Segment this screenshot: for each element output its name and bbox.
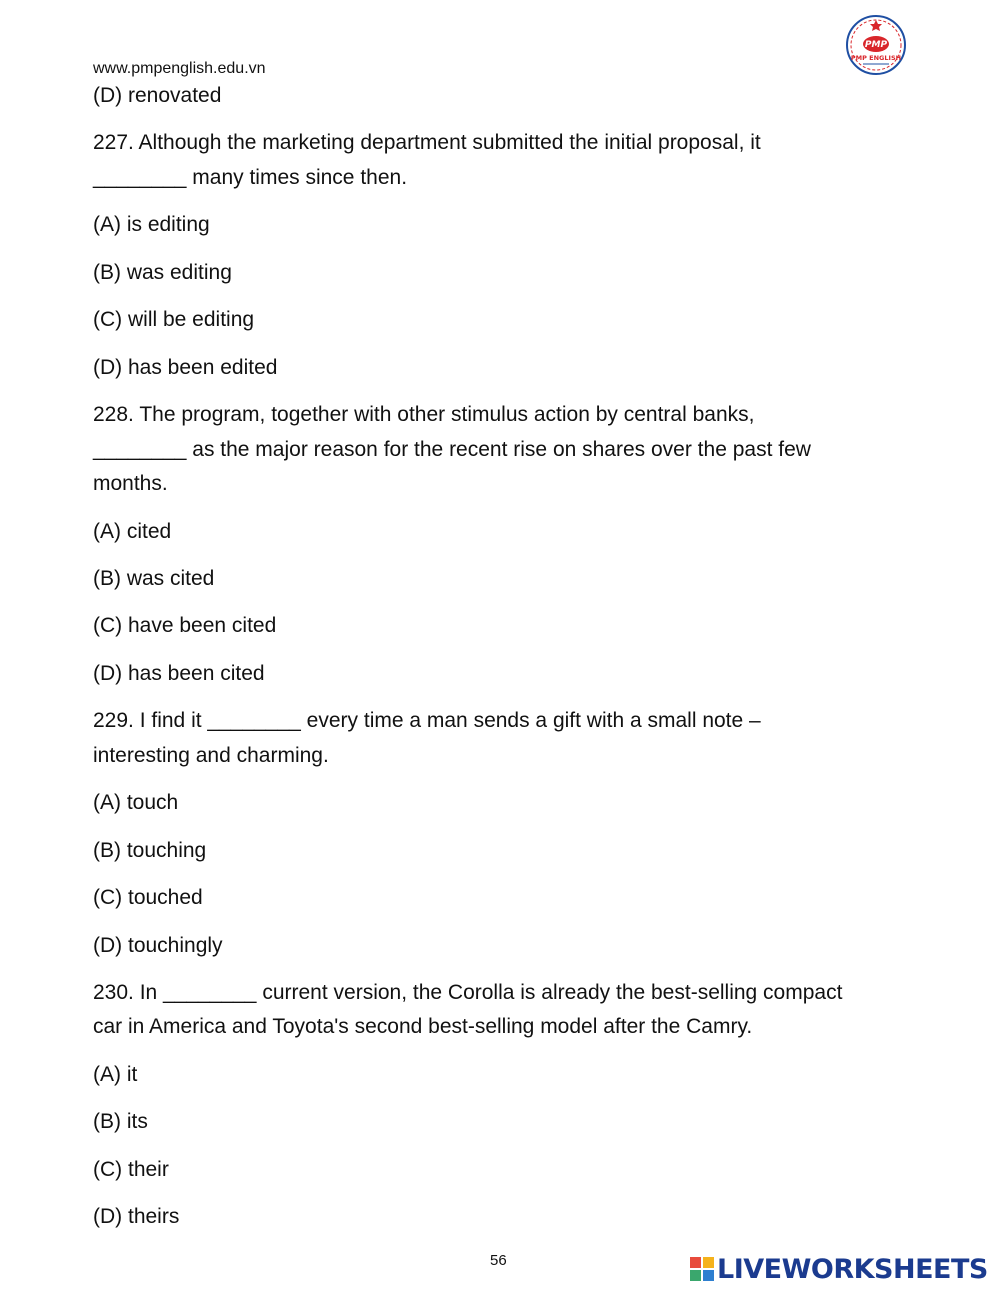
question-229-text: interesting and charming.	[93, 744, 329, 767]
svg-text:PMP ENGLISH: PMP ENGLISH	[850, 54, 902, 62]
answer-option: (B) was editing	[93, 261, 232, 284]
svg-text:PMP: PMP	[864, 40, 888, 50]
question-230-text: car in America and Toyota's second best-selling model after the Camry.	[93, 1015, 753, 1038]
question-229-text: 229. I find it ________ every time a man sends a gift with a small note –	[93, 709, 761, 732]
answer-option: (C) have been cited	[93, 614, 277, 637]
question-227-text: 227. Although the marketing department submitted the initial proposal, it	[93, 131, 761, 154]
answer-option: (D) renovated	[93, 84, 222, 107]
answer-option: (D) has been cited	[93, 662, 265, 685]
answer-option: (C) touched	[93, 886, 203, 909]
liveworksheets-brand[interactable]	[690, 1252, 988, 1286]
question-228-text: ________ as the major reason for the recent rise on shares over the past few	[93, 438, 811, 461]
answer-option: (B) touching	[93, 839, 207, 862]
answer-option: (A) touch	[93, 791, 179, 814]
question-227-text: ________ many times since then.	[93, 166, 408, 189]
answer-option: (C) will be editing	[93, 308, 255, 331]
answer-option: (A) cited	[93, 520, 172, 543]
answer-option: (C) their	[93, 1158, 169, 1181]
answer-option: (D) theirs	[93, 1205, 180, 1228]
answer-option: (A) is editing	[93, 213, 210, 236]
answer-option: (D) has been edited	[93, 356, 278, 379]
page-number: 56	[490, 1252, 507, 1269]
pmp-english-logo	[845, 14, 907, 76]
question-230-text: 230. In ________ current version, the Corolla is already the best-selling compact	[93, 981, 843, 1004]
liveworksheets-icon	[690, 1257, 714, 1281]
question-228-text: 228. The program, together with other stimulus action by central banks,	[93, 403, 755, 426]
answer-option: (A) it	[93, 1063, 138, 1086]
answer-option: (B) its	[93, 1110, 148, 1133]
answer-option: (D) touchingly	[93, 934, 223, 957]
answer-option: (B) was cited	[93, 567, 215, 590]
liveworksheets-wordmark: LIVEWORKSHEETS	[717, 1253, 988, 1285]
site-url[interactable]: www.pmpenglish.edu.vn	[93, 60, 266, 77]
question-228-text: months.	[93, 472, 168, 495]
